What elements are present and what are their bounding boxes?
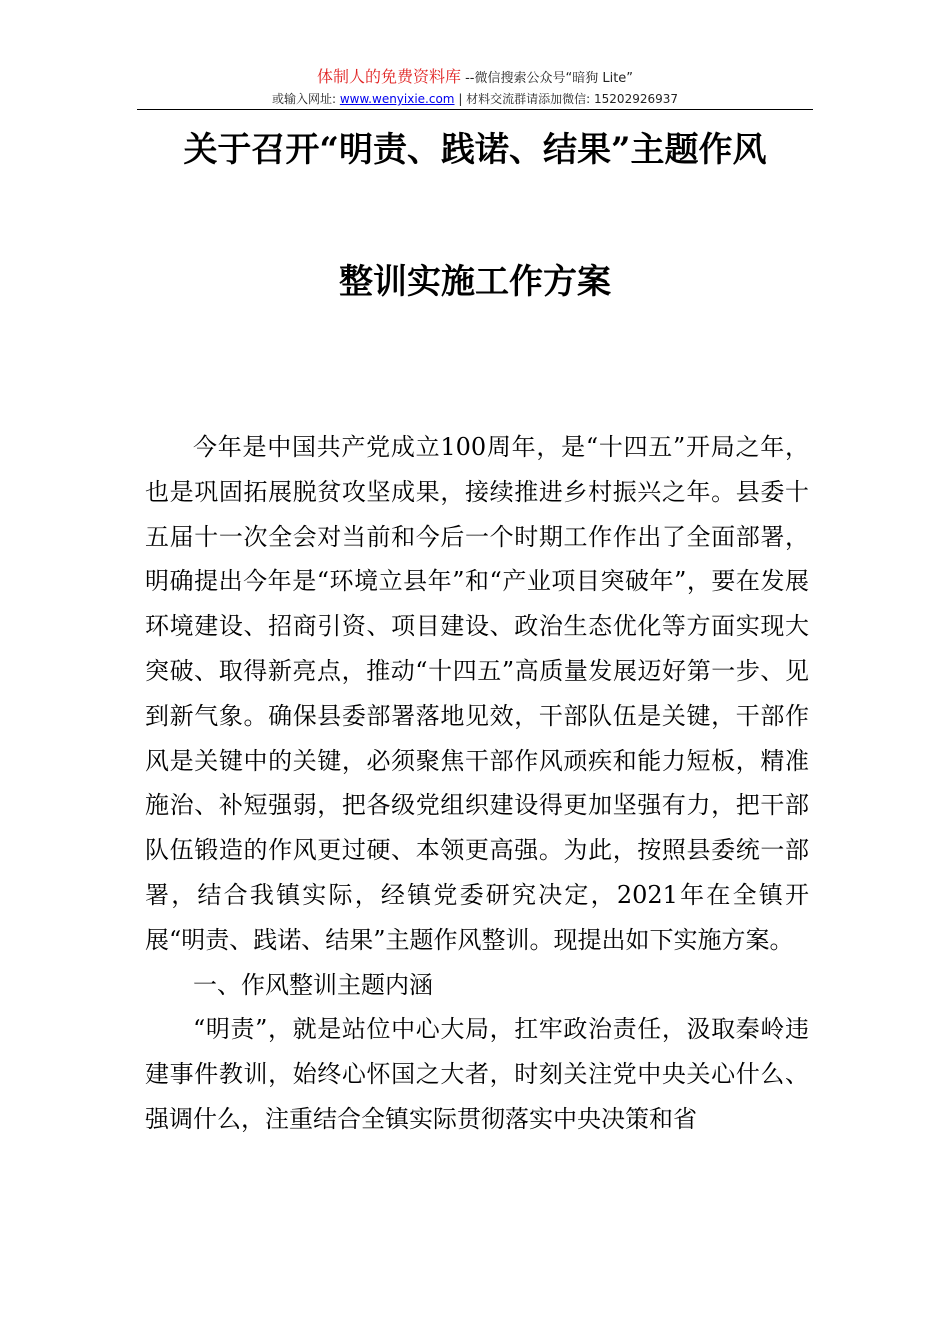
header-url-prefix: 或输入网址: bbox=[271, 92, 340, 106]
header-contact: | 材料交流群请添加微信: 15202926937 bbox=[454, 92, 679, 106]
section-1-paragraph: “明责”，就是站位中心大局，扛牢政治责任，汲取秦岭违建事件教训，始终心怀国之大者，时刻关注党中央关心什么、强调什么，注重结合全镇实际贯彻落实中央决策和省 bbox=[145, 1015, 809, 1133]
document-body bbox=[145, 425, 809, 1142]
document-title-line-1: 关于召开“明责、践诺、结果”主题作风 bbox=[183, 130, 767, 170]
header-line-2 bbox=[0, 90, 950, 108]
intro-paragraph: 今年是中国共产党成立100周年，是“十四五”开局之年，也是巩固拓展脱贫攻坚成果，接续推进乡村振兴之年。县委十五届十一次全会对当前和今后一个时期工作作出了全面部署，明确提出今年是“环境立县年”和“产业项目突破年”，要在发展环境建设、招商引资、项目建设、政治生态优化等方面实现大突破、取得新亮点，推动“十四五”高质量发展迈好第一步、见到新气象。确保县委部署落地见效，干部队伍是关键，干部作风是关键中的关键，必须聚焦干部作风顽疾和能力短板，精准施治、补短强弱，把各级党组织建设得更加坚强有力，把干部队伍锻造的作风更过硬、本领更高强。为此，按照县委统一部署，结合我镇实际，经镇党委研究决定，2021年在全镇开展“明责、践诺、结果”主题作风整训。现提出如下实施方案。 bbox=[145, 433, 809, 954]
header-divider bbox=[137, 109, 813, 110]
section-heading-1: 一、作风整训主题内涵 bbox=[193, 970, 433, 999]
document-title-line-2: 整训实施工作方案 bbox=[339, 262, 611, 302]
header-line-1 bbox=[0, 68, 950, 88]
header-url-link[interactable]: www.wenyixie.com bbox=[339, 92, 455, 106]
page-header bbox=[0, 68, 950, 108]
header-tagline: --微信搜索公众号“暗狗 Lite” bbox=[460, 71, 634, 86]
header-brand: 体制人的免费资料库 bbox=[316, 67, 461, 86]
